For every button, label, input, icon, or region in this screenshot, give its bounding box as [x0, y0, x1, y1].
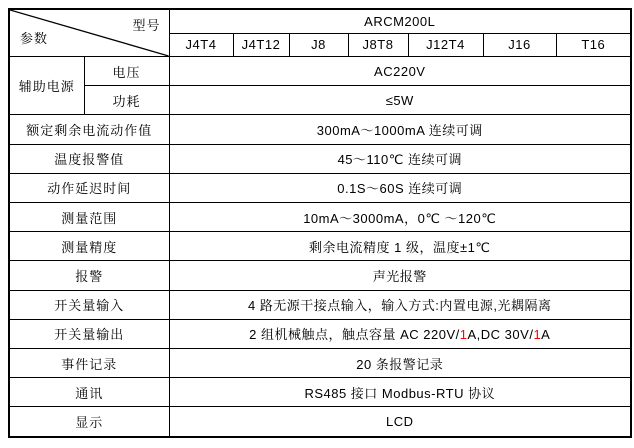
row-label-display: 显示: [9, 407, 169, 437]
table-row: [9, 86, 631, 115]
model-variant-cell: J16: [483, 33, 556, 56]
row-value-alarm: 声光报警: [169, 261, 631, 290]
model-variant-cell: J4T12: [233, 33, 289, 56]
model-variant-cell: T16: [556, 33, 631, 56]
table-row: [9, 232, 631, 261]
model-variant-cell: J8: [289, 33, 348, 56]
row-value-communication: RS485 接口 Modbus-RTU 协议: [169, 378, 631, 407]
row-label-rated-residual-current: 额定剩余电流动作值: [9, 115, 169, 144]
row-label-power-consumption: 功耗: [84, 86, 169, 115]
corner-label-parameter: 参数: [20, 30, 49, 46]
row-value-measure-range: 10mA～3000mA，0℃ ～120℃: [169, 202, 631, 231]
corner-label-model: 型号: [132, 18, 161, 33]
row-value-measure-accuracy: 剩余电流精度 1 级，温度±1℃: [169, 232, 631, 261]
table-row: [9, 173, 631, 202]
row-value-switch-output: 2 组机械触点，触点容量 AC 220V/1A,DC 30V/1A: [169, 319, 631, 348]
table-row: [9, 261, 631, 290]
model-family-cell: ARCM200L: [169, 9, 631, 33]
model-variant-cell: J4T4: [169, 33, 233, 56]
row-label-aux-power: 辅助电源: [9, 56, 84, 114]
table-row: [9, 378, 631, 407]
table-row: [9, 319, 631, 348]
row-value-switch-input: 4 路无源干接点输入，输入方式:内置电源,光耦隔离: [169, 290, 631, 319]
row-label-event-record: 事件记录: [9, 348, 169, 377]
row-value-event-record: 20 条报警记录: [169, 348, 631, 377]
corner-cell: [9, 9, 169, 56]
row-value-action-delay: 0.1S～60S 连续可调: [169, 173, 631, 202]
row-value-temperature-alarm: 45～110℃ 连续可调: [169, 144, 631, 173]
table-row: [9, 407, 631, 437]
row-label-alarm: 报警: [9, 261, 169, 290]
row-label-measure-accuracy: 测量精度: [9, 232, 169, 261]
table-row: [9, 290, 631, 319]
row-label-measure-range: 测量范围: [9, 202, 169, 231]
table-row: [9, 144, 631, 173]
table-row: [9, 115, 631, 144]
spec-table: [8, 8, 632, 438]
row-value-display: LCD: [169, 407, 631, 437]
row-label-switch-output: 开关量输出: [9, 319, 169, 348]
table-row: [9, 202, 631, 231]
row-label-communication: 通讯: [9, 378, 169, 407]
table-row: [9, 56, 631, 85]
row-value-rated-residual-current: 300mA～1000mA 连续可调: [169, 115, 631, 144]
model-variant-cell: J12T4: [408, 33, 483, 56]
row-label-switch-input: 开关量输入: [9, 290, 169, 319]
row-value-voltage: AC220V: [169, 56, 631, 85]
table-row: [9, 348, 631, 377]
row-label-temperature-alarm: 温度报警值: [9, 144, 169, 173]
row-label-action-delay: 动作延迟时间: [9, 173, 169, 202]
row-value-power-consumption: ≤5W: [169, 86, 631, 115]
model-variant-cell: J8T8: [348, 33, 408, 56]
row-label-voltage: 电压: [84, 56, 169, 85]
table-row: [9, 9, 631, 33]
